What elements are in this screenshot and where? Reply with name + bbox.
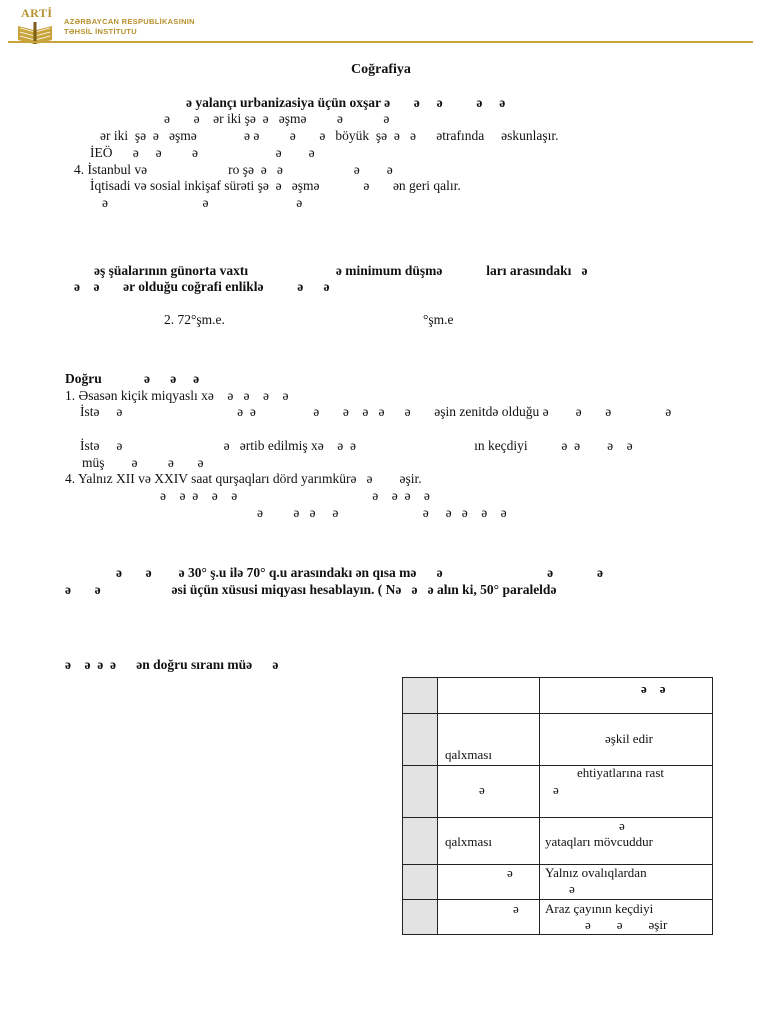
q2-line2: ə ə ər olduğu coğrafi enliklə ə ə [74,279,330,294]
q1-option-1: ər iki şə ə əşmə ə ə ə ə böyük şə ə ə ətrafında əskunlaşır. [100,128,559,143]
q2-option-2: 2. 72°şm.e. [164,312,225,327]
table-r3-c3a: ə [619,818,625,833]
q2-line1: əş şüalarının günorta vaxtı ə minimum düşmə ları arasındakı ə [94,263,588,278]
table-r2-c2: ə [479,782,485,797]
table-col-divider-2 [539,678,540,934]
table-r1-c2: qalxması [445,747,492,762]
q3-answer-row1: ə ə ə ə ə ə ə ə ə [160,488,430,503]
table-shaded-column [403,678,437,934]
logo-text-line1: AZƏRBAYCAN RESPUBLİKASININ [64,17,195,26]
q3-statement-3: İstə ə ə ərtib edilmiş xə ə ə ın keçdiyi ə ə ə ə [80,438,633,453]
table-col-divider-1 [437,678,438,934]
q2-option-4: °şm.e [423,312,454,327]
table-row-divider-1 [403,713,712,714]
institute-logo [14,8,214,52]
header-rule [8,41,753,43]
q4-line2: ə ə əsi üçün xüsusi miqyası hesablayın. ( Nə ə ə alın ki, 50° paraleldə [65,582,557,597]
q3-statement-3b: müş ə ə ə [82,455,204,470]
q3-title-tail: ə ə ə [144,371,200,386]
table-r4-c3: Yalnız ovalıqlardan [545,865,647,880]
q3-statement-4: 4. Yalnız XII və XXIV saat qurşaqları dörd yarımkürə ə əşir. [65,471,422,486]
table-r4-c3b: ə [569,881,575,896]
q3-title: Doğru [65,371,102,386]
table-r2-c3b: ə [553,782,559,797]
table-r5-c3: Araz çayının keçdiyi [545,901,654,916]
q1-option-2: İEÖ ə ə ə ə ə [90,145,315,160]
table-r5-c2: ə [513,901,519,916]
table-r3-c3: yataqları mövcuddur [545,834,653,849]
q3-statement-1: 1. Əsasən kiçik miqyaslı xə ə ə ə ə [65,388,289,403]
table-header-col3: ə ə [641,681,666,696]
q1-option-4: 4. İstanbul və ro şə ə ə ə ə [74,162,393,177]
table-row-divider-3 [403,817,712,818]
q5-line1: ə ə ə ə ən doğru sıranı müə ə [65,657,279,672]
logo-text-line2: TƏHSİL İNSTİTUTU [64,27,138,36]
q3-answer-row2: ə ə ə ə ə ə ə ə ə [257,505,507,520]
q1-line7: ə ə ə [102,195,303,210]
page-title: Coğrafiya [351,62,411,77]
logo-wordmark: ARTİ [21,6,53,20]
q3-statement-2: İstə ə ə ə ə ə ə ə ə əşin zenitdə olduğu ə ə ə ə [80,404,672,419]
q1-option-5: İqtisadi və sosial inkişaf sürəti şə ə əşmə ə ən geri qalır. [90,178,461,193]
table-r2-c3: ehtiyatlarına rast [577,765,664,780]
answer-table [402,677,713,935]
q1-line1: ə yalançı urbanizasiya üçün oxşar ə ə ə ə ə [186,95,506,110]
table-r4-c2: ə [507,865,513,880]
table-r1-c3: əşkil edir [605,731,654,746]
table-row-divider-2 [403,765,712,766]
table-r5-c3b: ə ə əşir [585,917,668,932]
q4-line1: ə ə ə 30° ş.u ilə 70° q.u arasındakı ən qısa mə ə ə ə [116,565,604,580]
table-r3-c2: qalxması [445,834,492,849]
q1-line2: ə ə ər iki şə ə əşmə ə ə [164,111,390,126]
table-row-divider-5 [403,899,712,900]
